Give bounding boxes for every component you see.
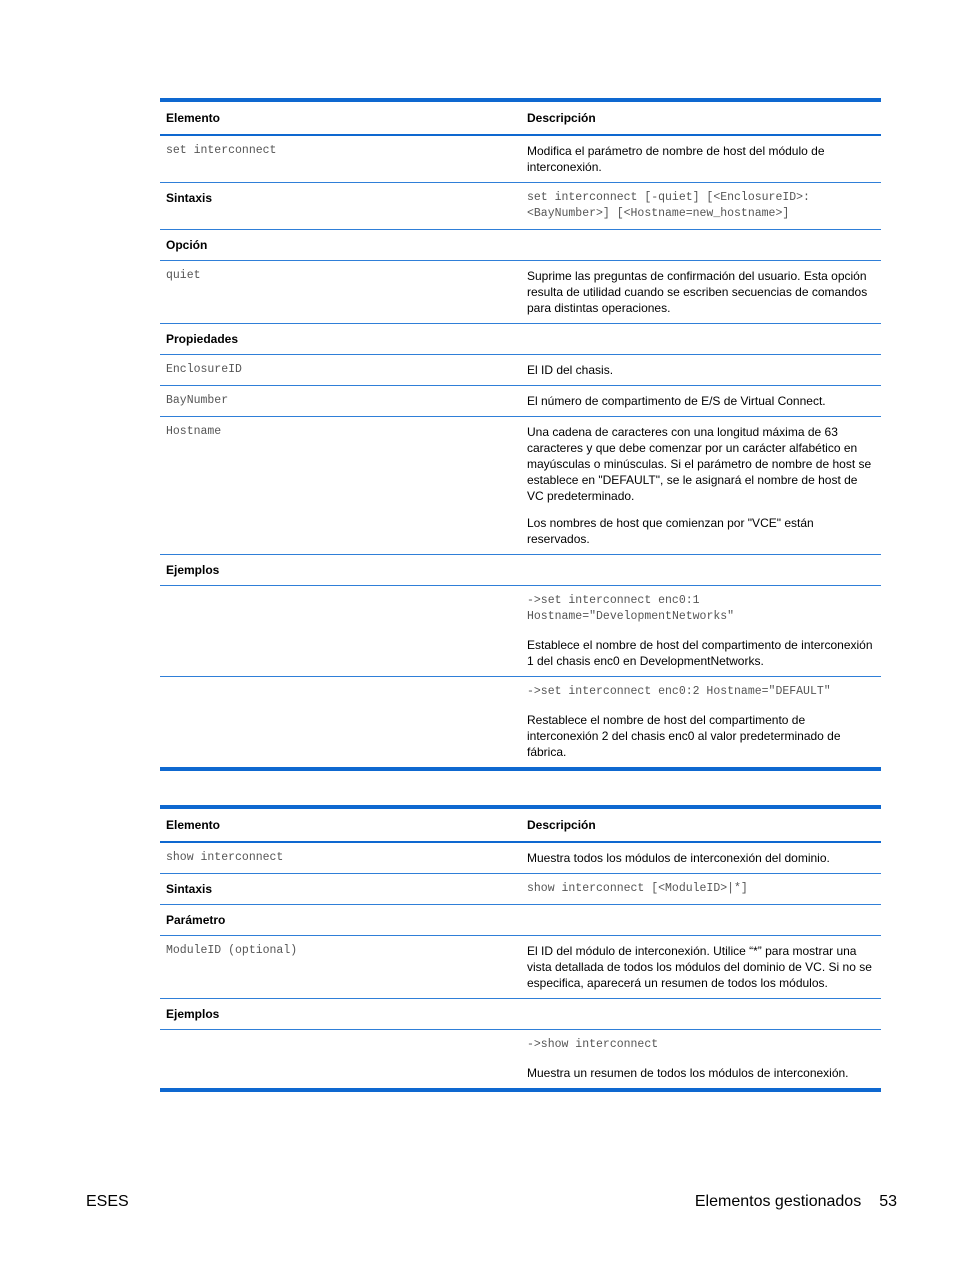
interconnect-set-table [160,98,881,771]
row-description: Suprime las preguntas de confirmación del usuario. Esta opción resulta de utilidad cuando se escriben secuencias de comandos para distintas operaciones. [527,269,868,315]
footer-section-title: Elementos gestionados [694,1193,862,1210]
table-row [160,999,881,1030]
table-row [160,842,881,874]
syntax-text: show interconnect [<ModuleID>|*] [527,882,748,895]
table-row [160,324,881,355]
section-label-examples: Ejemplos [166,563,220,577]
table-row [160,417,881,555]
row-description: Modifica el parámetro de nombre de host del módulo de interconexión. [527,144,825,174]
section-label-syntax: Sintaxis [166,882,213,896]
option-name: quiet [166,269,201,282]
table-row [160,183,881,230]
section-label-examples: Ejemplos [166,1007,220,1021]
property-name: BayNumber [166,394,229,407]
command-name: set interconnect [166,144,277,157]
row-description: El número de compartimento de E/S de Virtual Connect. [527,394,826,408]
column-header-element: Elemento [166,111,221,125]
row-description: El ID del chasis. [527,363,614,377]
command-name: show interconnect [166,851,284,864]
column-header-description: Descripción [527,818,596,832]
column-header-description: Descripción [527,111,596,125]
table-row [160,1030,881,1091]
example-cell: ->show interconnect Muestra un resumen de todos los módulos de interconexión. [521,1030,881,1091]
example-cell: ->set interconnect enc0:1 Hostname="DevelopmentNetworks" Establece el nombre de host del compartimento de interconexión 1 del chasis enc0 en DevelopmentNetworks. [521,586,881,677]
row-description: El ID del módulo de interconexión. Utilice “*” para mostrar una vista detallada de todos los módulos del dominio de VC. Si no se especifica, aparecerá un resumen de todos los módulos. [527,944,872,990]
section-label-syntax: Sintaxis [166,191,213,205]
table-row [160,555,881,586]
table-row [160,677,881,770]
property-name: EnclosureID [166,363,242,376]
table-row [160,261,881,324]
footer-page-info [695,1192,897,1212]
syntax-text: set interconnect [-quiet] [<EnclosureID>:<BayNumber>] [<Hostname=new_hostname>] [527,191,810,220]
property-name: Hostname [166,425,222,438]
page-number: 53 [879,1193,897,1210]
example-command: ->set interconnect enc0:1 Hostname="DevelopmentNetworks" [527,594,735,623]
table-row [160,355,881,386]
column-header-element: Elemento [166,818,221,832]
example-command: ->show interconnect [527,1038,659,1051]
section-label-parameter: Parámetro [166,913,226,927]
row-description: Muestra todos los módulos de interconexión del dominio. [527,851,830,865]
table-row [160,135,881,183]
table-row [160,874,881,905]
example-command: ->set interconnect enc0:2 Hostname="DEFAULT" [527,685,831,698]
section-label-option: Opción [166,238,208,252]
row-description: Una cadena de caracteres con una longitud máxima de 63 caracteres y que debe comenzar por un carácter alfabético en mayúsculas o minúsculas. Si el parámetro de nombre de host se establece en "DEFAULT", se le asignará el nombre de host de VC predeterminado. Los nombres de host que comienzan por "VCE" están reservados. [527,425,872,546]
table-row [160,586,881,677]
footer-language-code: ESES [86,1193,129,1210]
table-header-row [160,807,881,842]
table-row [160,386,881,417]
table-row [160,905,881,936]
interconnect-show-table [160,805,881,1092]
table-row [160,230,881,261]
example-cell: ->set interconnect enc0:2 Hostname="DEFAULT" Restablece el nombre de host del compartimento de interconexión 2 del chasis enc0 al valor predeterminado de fábrica. [521,677,881,770]
parameter-name: ModuleID (optional) [166,944,298,957]
table-header-row [160,100,881,135]
table-row [160,936,881,999]
section-label-properties: Propiedades [166,332,239,346]
